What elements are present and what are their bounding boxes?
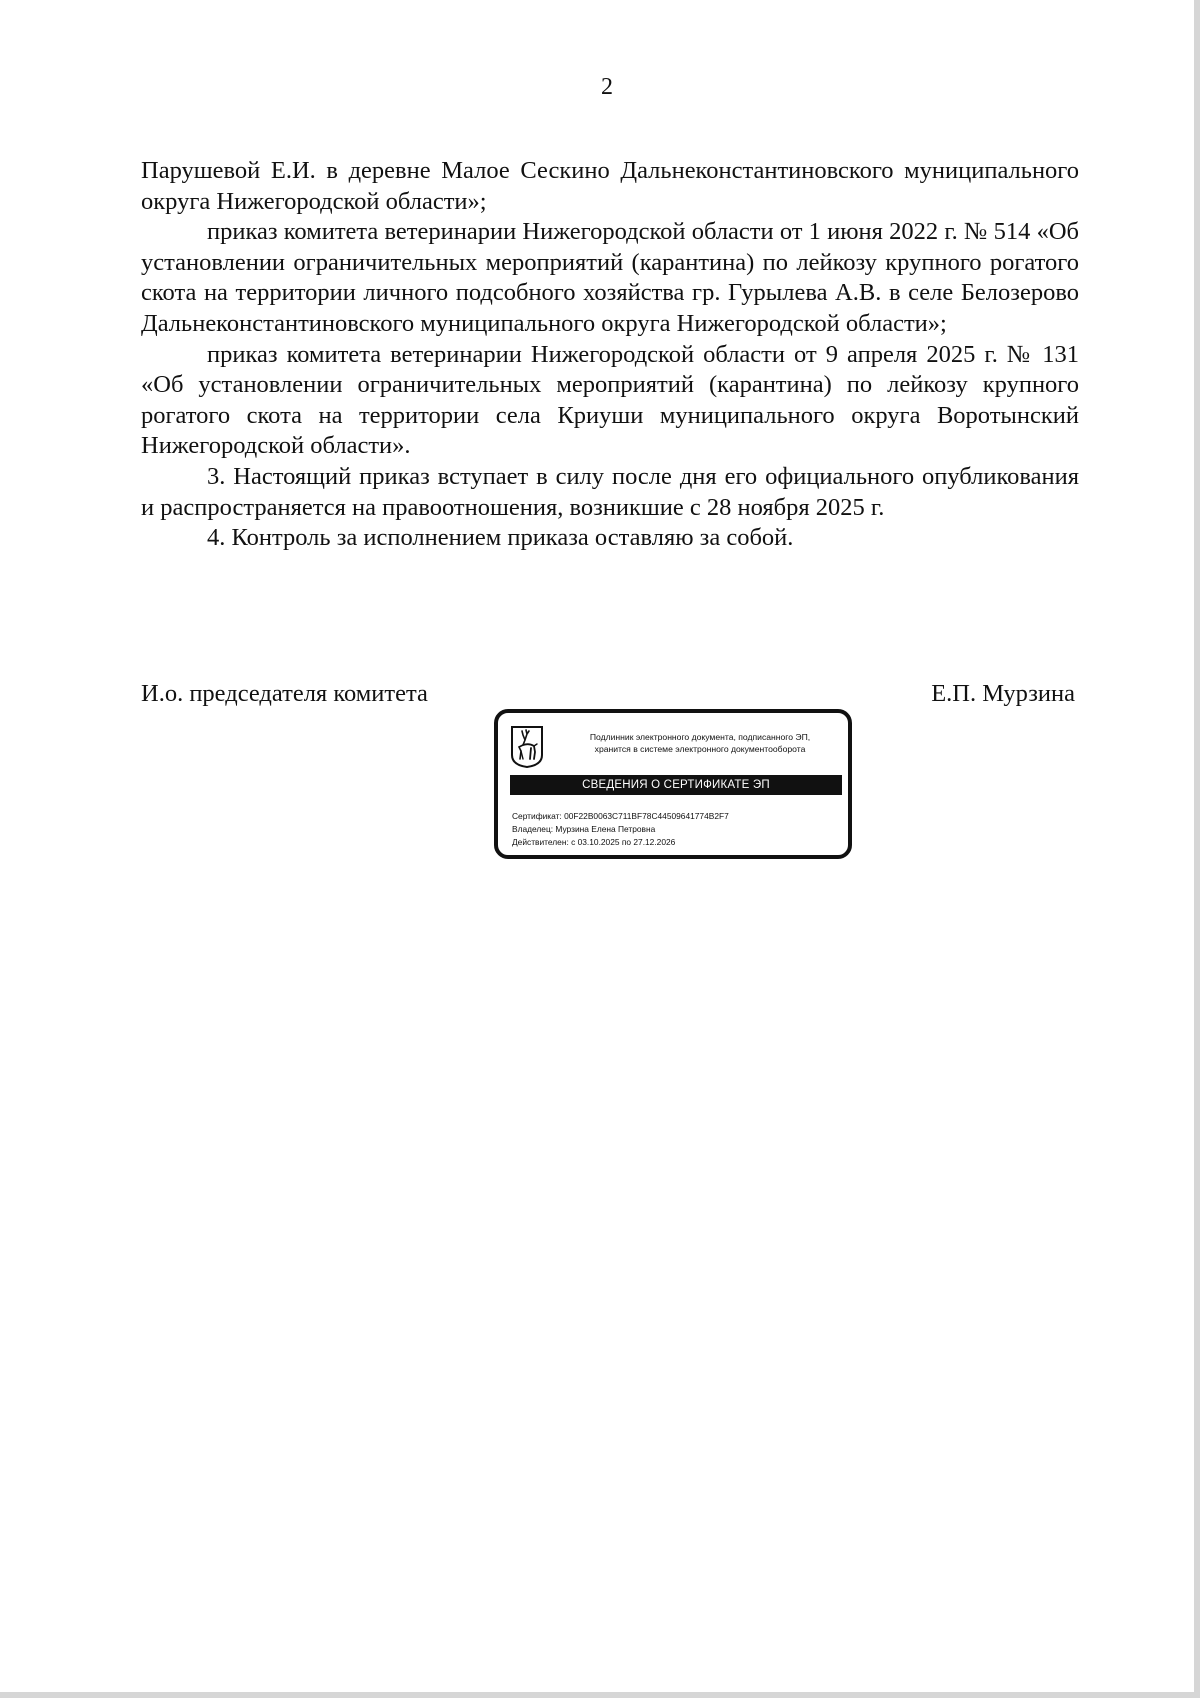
certificate-serial: Сертификат: 00F22B0063C711BF78C44509641774B2F7 xyxy=(512,811,729,821)
paragraph-control: 4. Контроль за исполнением приказа оставляю за собой. xyxy=(207,524,794,552)
certificate-details xyxy=(512,810,729,849)
paragraph-continuation: Парушевой Е.И. в деревне Малое Сескино Дальнеконстантиновского муниципального округа Нижегородской области»; xyxy=(141,157,1079,215)
stamp-note xyxy=(556,731,844,755)
signatory-name: Е.П. Мурзина xyxy=(931,680,1075,707)
stamp-note-line: Подлинник электронного документа, подписанного ЭП, xyxy=(589,732,811,742)
document-body xyxy=(141,156,1079,554)
signatory-position: И.о. председателя комитета xyxy=(141,680,428,707)
paragraph-effective-date: 3. Настоящий приказ вступает в силу после дня его официального опубликования и распространяется на правоотношения, возникшие с 28 ноября 2025 г. xyxy=(141,462,1079,521)
stamp-note-line: хранится в системе электронного документооборота xyxy=(594,744,806,754)
paragraph-order-131: приказ комитета ветеринарии Нижегородской области от 9 апреля 2025 г. № 131 «Об установлении ограничительных мероприятий (карантина) по лейкозу крупного рогатого скота на территории села Криуши муниципального округа Воротынский Нижегородской области». xyxy=(141,340,1079,460)
paragraph-order-514: приказ комитета ветеринарии Нижегородской области от 1 июня 2022 г. № 514 «Об установлении ограничительных мероприятий (карантина) по лейкозу крупного рогатого скота на территории личного подсобного хозяйства гр. Гурылева А.В. в селе Белозерово Дальнеконстантиновского муниципального округа Нижегородской области»; xyxy=(141,218,1079,337)
page-edge-right xyxy=(1194,0,1200,1698)
stamp-title: СВЕДЕНИЯ О СЕРТИФИКАТЕ ЭП xyxy=(510,775,842,795)
deer-emblem-icon xyxy=(510,725,544,769)
electronic-signature-stamp xyxy=(494,709,852,859)
certificate-owner: Владелец: Мурзина Елена Петровна xyxy=(512,824,656,834)
page-number: 2 xyxy=(601,74,613,100)
certificate-validity: Действителен: с 03.10.2025 по 27.12.2026 xyxy=(512,837,676,847)
page-edge-bottom xyxy=(0,1692,1200,1698)
